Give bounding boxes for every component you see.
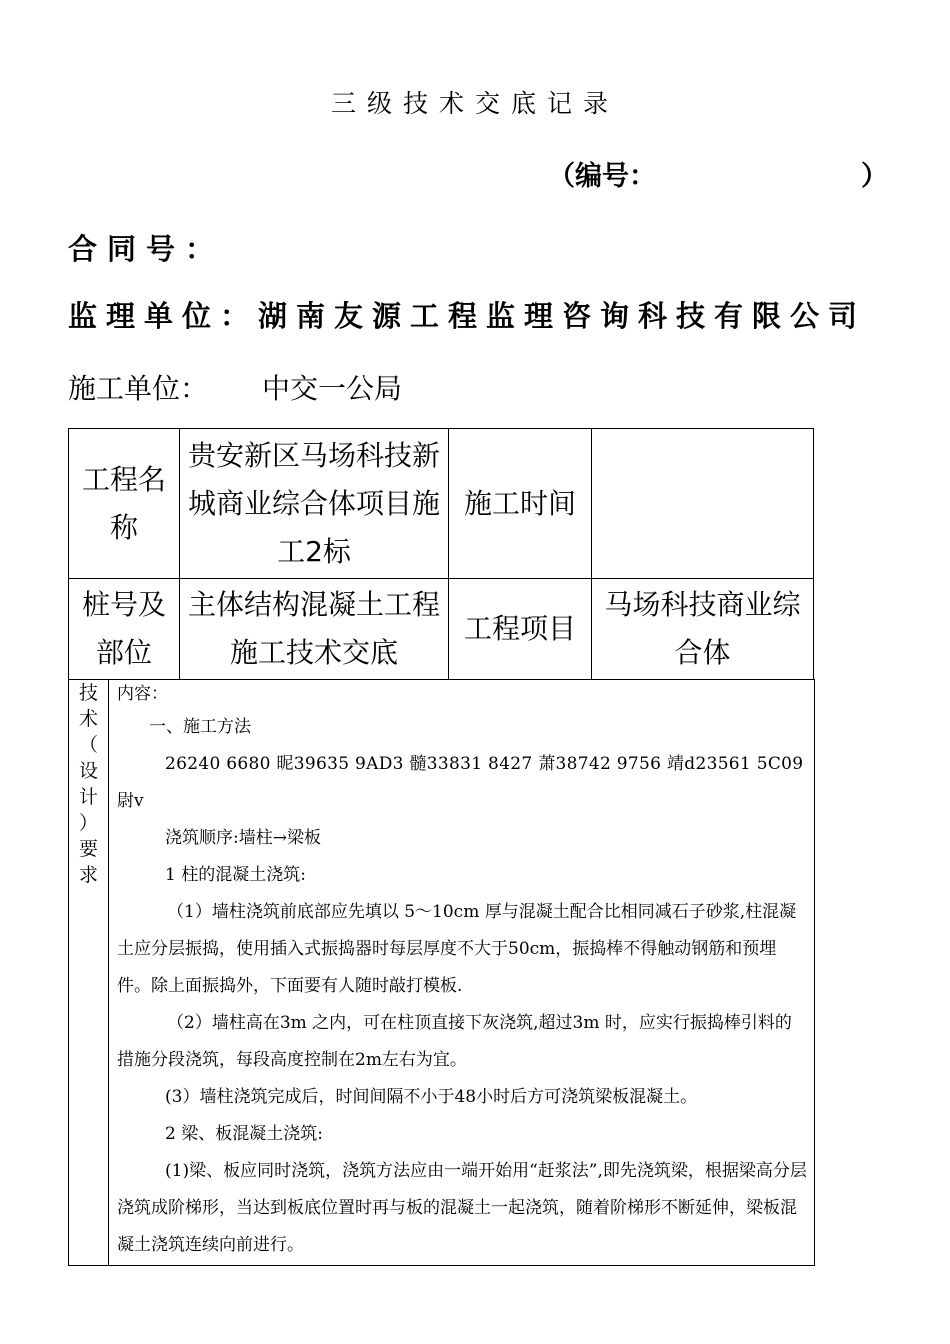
item-label: 工程项目 [449, 579, 592, 680]
content-heading: 内容： [117, 684, 168, 704]
construction-time-value [592, 429, 814, 579]
technical-requirements-box [68, 679, 815, 1266]
document-number [548, 154, 888, 190]
paragraph: （2）墙柱高在3m 之内，可在柱顶直接下灰浇筑,超过3m 时，应实行振捣棒引料的措施分段浇筑，每段高度控制在2m左右为宜。 [117, 1013, 792, 1070]
station-value: 主体结构混凝土工程施工技术交底 [180, 579, 449, 680]
subheading-columns: 1 柱的混凝土浇筑: [165, 865, 306, 885]
paragraph: （1）墙柱浇筑前底部应先填以 5～10cm 厚与混凝土配合比相同减石子砂浆,柱混凝土应分层振捣，使用插入式振捣器时每层厚度不大于50cm，振捣棒不得触动钢筋和预埋件。除上面振捣外，下面要有人随时敲打模板. [117, 902, 797, 996]
item-value: 马场科技商业综合体 [592, 579, 814, 680]
section-heading: 一、施工方法 [149, 717, 251, 737]
paragraph: (3）墙柱浇筑完成后，时间间隔不小于48小时后方可浇筑梁板混凝土。 [165, 1087, 698, 1107]
contractor-value: 中交一公局 [262, 372, 403, 405]
construction-time-label: 施工时间 [449, 429, 592, 579]
subheading-beams: 2 梁、板混凝土浇筑: [165, 1124, 323, 1144]
code-line-end: 尉v [117, 791, 144, 811]
station-label: 桩号及部位 [69, 579, 180, 680]
supervisor-line: 监理单位：湖南友源工程监理咨询科技有限公司 [68, 299, 867, 333]
document-number-label: （编号： [548, 161, 656, 192]
project-name-value: 贵安新区马场科技新城商业综合体项目施工2标 [180, 429, 449, 579]
project-name-label: 工程名称 [69, 429, 180, 579]
document-number-close: ） [861, 161, 888, 192]
page-title: 三级技术交底记录 [330, 89, 619, 118]
info-table [68, 428, 814, 680]
contract-number-label: 合同号： [68, 232, 225, 266]
contractor-label: 施工单位： [68, 372, 209, 405]
side-label: 技 术 （ 设 计 ） 要 求 [69, 679, 109, 1265]
contractor-line [68, 367, 402, 407]
content-body [117, 679, 807, 1264]
pour-sequence: 浇筑顺序:墙柱→梁板 [165, 828, 321, 848]
paragraph: (1)梁、板应同时浇筑，浇筑方法应由一端开始用“赶浆法”,即先浇筑梁，根据梁高分层浇筑成阶梯形，当达到板底位置时再与板的混凝土一起浇筑，随着阶梯形不断延伸，梁板混凝土浇筑连续向前进行。 [117, 1161, 807, 1255]
code-line: 26240 6680 昵39635 9AD3 髓33831 8427 萧38742 9756 靖d23561 5C09 [165, 754, 804, 774]
